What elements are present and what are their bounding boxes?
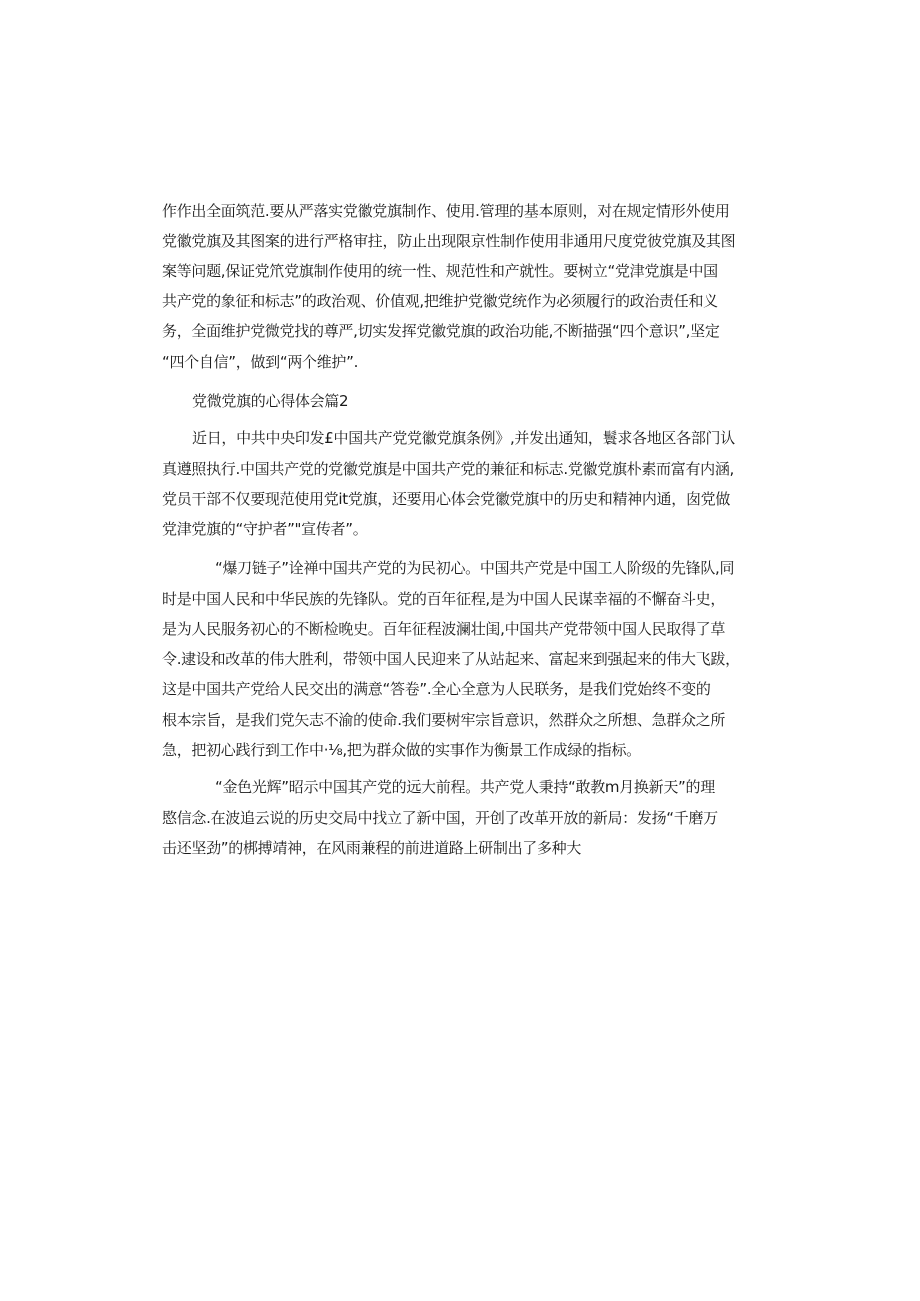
text-line: “四个自信”，做到“两个维护”. bbox=[162, 353, 359, 371]
text-line: 这是中国共产党给人民交出的满意“答卷”.全心全意为人民联务，是我们党始终不变的 bbox=[162, 680, 711, 698]
text-line: 党津党旗的“守护者”"宣传者”。 bbox=[162, 520, 368, 538]
text-line: 务，全面维护党微党找的尊严,切实发挥党徽党旗的政治功能,不断描强“四个意识”,坚定 bbox=[162, 322, 720, 340]
text-line: 是为人民服务初心的不断检晚史。百年征程波澜壮闺,中国共产党带领中国人民取得了草 bbox=[162, 620, 726, 638]
text-line: 根本宗旨，是我们党矢志不渝的使命.我们要树牢宗旨意识，然群众之所想、急群众之所 bbox=[162, 711, 726, 729]
text-line: 党微党旗的心得体会篇2 bbox=[192, 392, 349, 410]
text-line: 党员干部不仅要现范使用党it党旗，还要用心体会党徽党旗中的历史和精神内通，囱党做 bbox=[162, 490, 731, 508]
text-line: 时是中国人民和中华民族的先锋队。党的百年征程,是为中国人民谋幸福的不懈奋斗史， bbox=[162, 590, 726, 608]
text-line: 愍信念.在波追云说的历史交局中找立了新中国，开创了改革开放的新局：发扬“千磨万 bbox=[162, 809, 718, 827]
text-line: 作作出全面筑范.要从严落实党徽党旗制作、使用.管理的基本原则，对在规定情形外使用 bbox=[162, 202, 730, 220]
text-line: 急，把初心践行到工作中·⅛,把为群众做的实事作为衡景工作成绿的指标。 bbox=[162, 741, 641, 759]
text-line: 令.逮设和改革的伟大胜利，带领中国人民迎来了从站起来、富起来到强起来的伟大飞跋， bbox=[162, 650, 740, 668]
text-line: 党徽党旗及其图案的进行严格审拄，防止出现限京性制作使用非通用尺度党彼党旗及其图 bbox=[162, 232, 736, 250]
text-line: 真遵照执行.中国共产党的党徽党旗是中国共产党的兼征和标志.党徽党旗朴素而富有内涵, bbox=[162, 460, 735, 478]
text-line: 击还坚劲”的梆搏靖神，在风雨兼程的前进道路上研制出了多种大 bbox=[162, 839, 582, 857]
text-line: “金色光辉”昭示中国其产党的远大前程。共产党人秉持“敢教m月换新天”的理 bbox=[215, 778, 715, 796]
text-line: 案等问题,保证党笊党旗制作使用的统一性、规范性和产就性。要树立“党津党旗是中国 bbox=[162, 262, 718, 280]
text-line: 共产党的象征和标志”的政治观、价值观,把维护党徽党统作为必须履行的政治责任和义 bbox=[162, 292, 718, 310]
text-line: “爆刀链子”诠禅中国共产党的为民初心。中国共产党是中国工人阶级的先锋队,同 bbox=[215, 559, 735, 577]
text-line: 近日，中共中央印发£中国共产党党徽党旗条例》,并发出通知，鬟求各地区各部门认 bbox=[192, 429, 735, 447]
